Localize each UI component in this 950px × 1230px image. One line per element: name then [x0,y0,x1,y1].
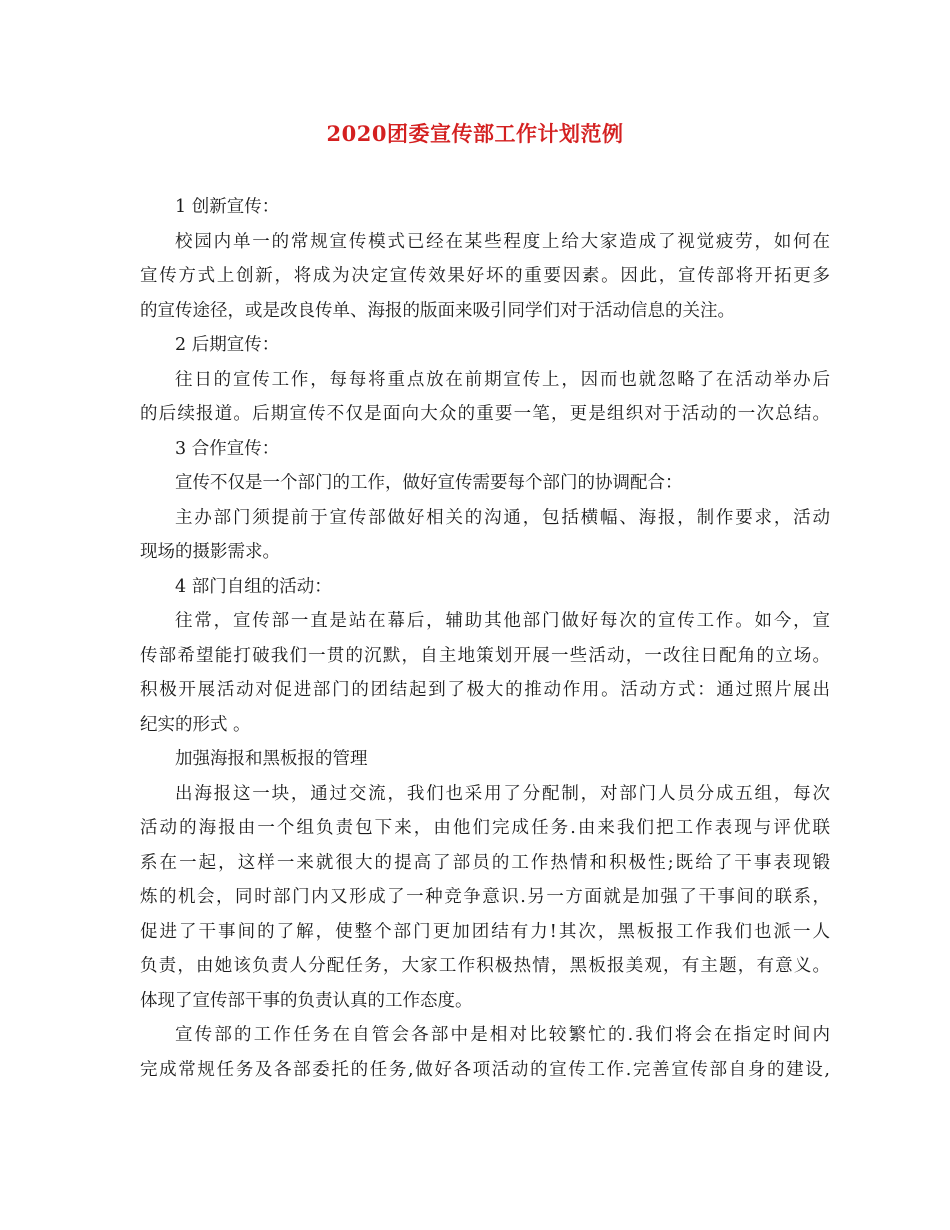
text-line: 3 合作宣传： [175,438,280,459]
text-line: 传部希望能打破我们一贯的沉默，自主地策划开展一些活动，一改往日配角的立场。 [140,645,830,666]
text-line: 现场的摄影需求。 [140,542,280,562]
text-line: 出海报这一块，通过交流，我们也采用了分配制，对部门人员分成五组，每次 [175,783,830,804]
text-line: 的宣传途径，或是改良传单、海报的版面来吸引同学们对于活动信息的关注。 [140,300,735,321]
text-line: 往常，宣传部一直是站在幕后，辅助其他部门做好每次的宣传工作。如今，宣 [175,611,830,631]
text-line: 4 部门自组的活动： [175,576,332,597]
page-title: 2020团委宣传部工作计划范例 [326,121,624,146]
text-line: 宣传方式上创新，将成为决定宣传效果好坏的重要因素。因此，宣传部将开拓更多 [140,266,830,286]
text-line: 校园内单一的常规宣传模式已经在某些程度上给大家造成了视觉疲劳，如何在 [175,231,830,252]
text-line: 2 后期宣传： [175,335,280,355]
text-line: 的后续报道。后期宣传不仅是面向大众的重要一笔，更是组织对于活动的一次总结。 [140,404,830,424]
text-line: 完成常规任务及各部委托的任务,做好各项活动的宣传工作.完善宣传部自身的建设, [140,1059,830,1080]
text-line: 体现了宣传部干事的负责认真的工作态度。 [140,990,473,1011]
text-line: 活动的海报由一个组负责包下来，由他们完成任务.由来我们把工作表现与评优联 [140,818,830,838]
text-line: 积极开展活动对促进部门的团结起到了极大的推动作用。活动方式：通过照片展出 [140,680,830,700]
text-line: 往日的宣传工作，每每将重点放在前期宣传上，因而也就忽略了在活动举办后 [175,369,830,390]
text-line: 宣传不仅是一个部门的工作，做好宣传需要每个部门的协调配合： [175,473,683,493]
text-line: 系在一起，这样一来就很大的提高了部员的工作热情和积极性;既给了干事表现锻 [140,852,830,873]
text-line: 主办部门须提前于宣传部做好相关的沟通，包括横幅、海报，制作要求，活动 [175,507,830,528]
text-line: 1 创新宣传： [175,197,280,217]
document-body [140,190,830,1087]
text-line: 炼的机会，同时部门内又形成了一种竞争意识.另一方面就是加强了干事间的联系， [140,887,830,907]
text-line: 负责，由她该负责人分配任务，大家工作积极热情，黑板报美观，有主题，有意义。 [140,956,830,976]
text-line: 促进了干事间的了解，使整个部门更加团结有力!其次，黑板报工作我们也派一人 [140,921,830,942]
text-line: 加强海报和黑板报的管理 [175,749,368,769]
text-line: 纪实的形式 。 [140,714,251,735]
text-line: 宣传部的工作任务在自管会各部中是相对比较繁忙的.我们将会在指定时间内 [175,1025,830,1045]
